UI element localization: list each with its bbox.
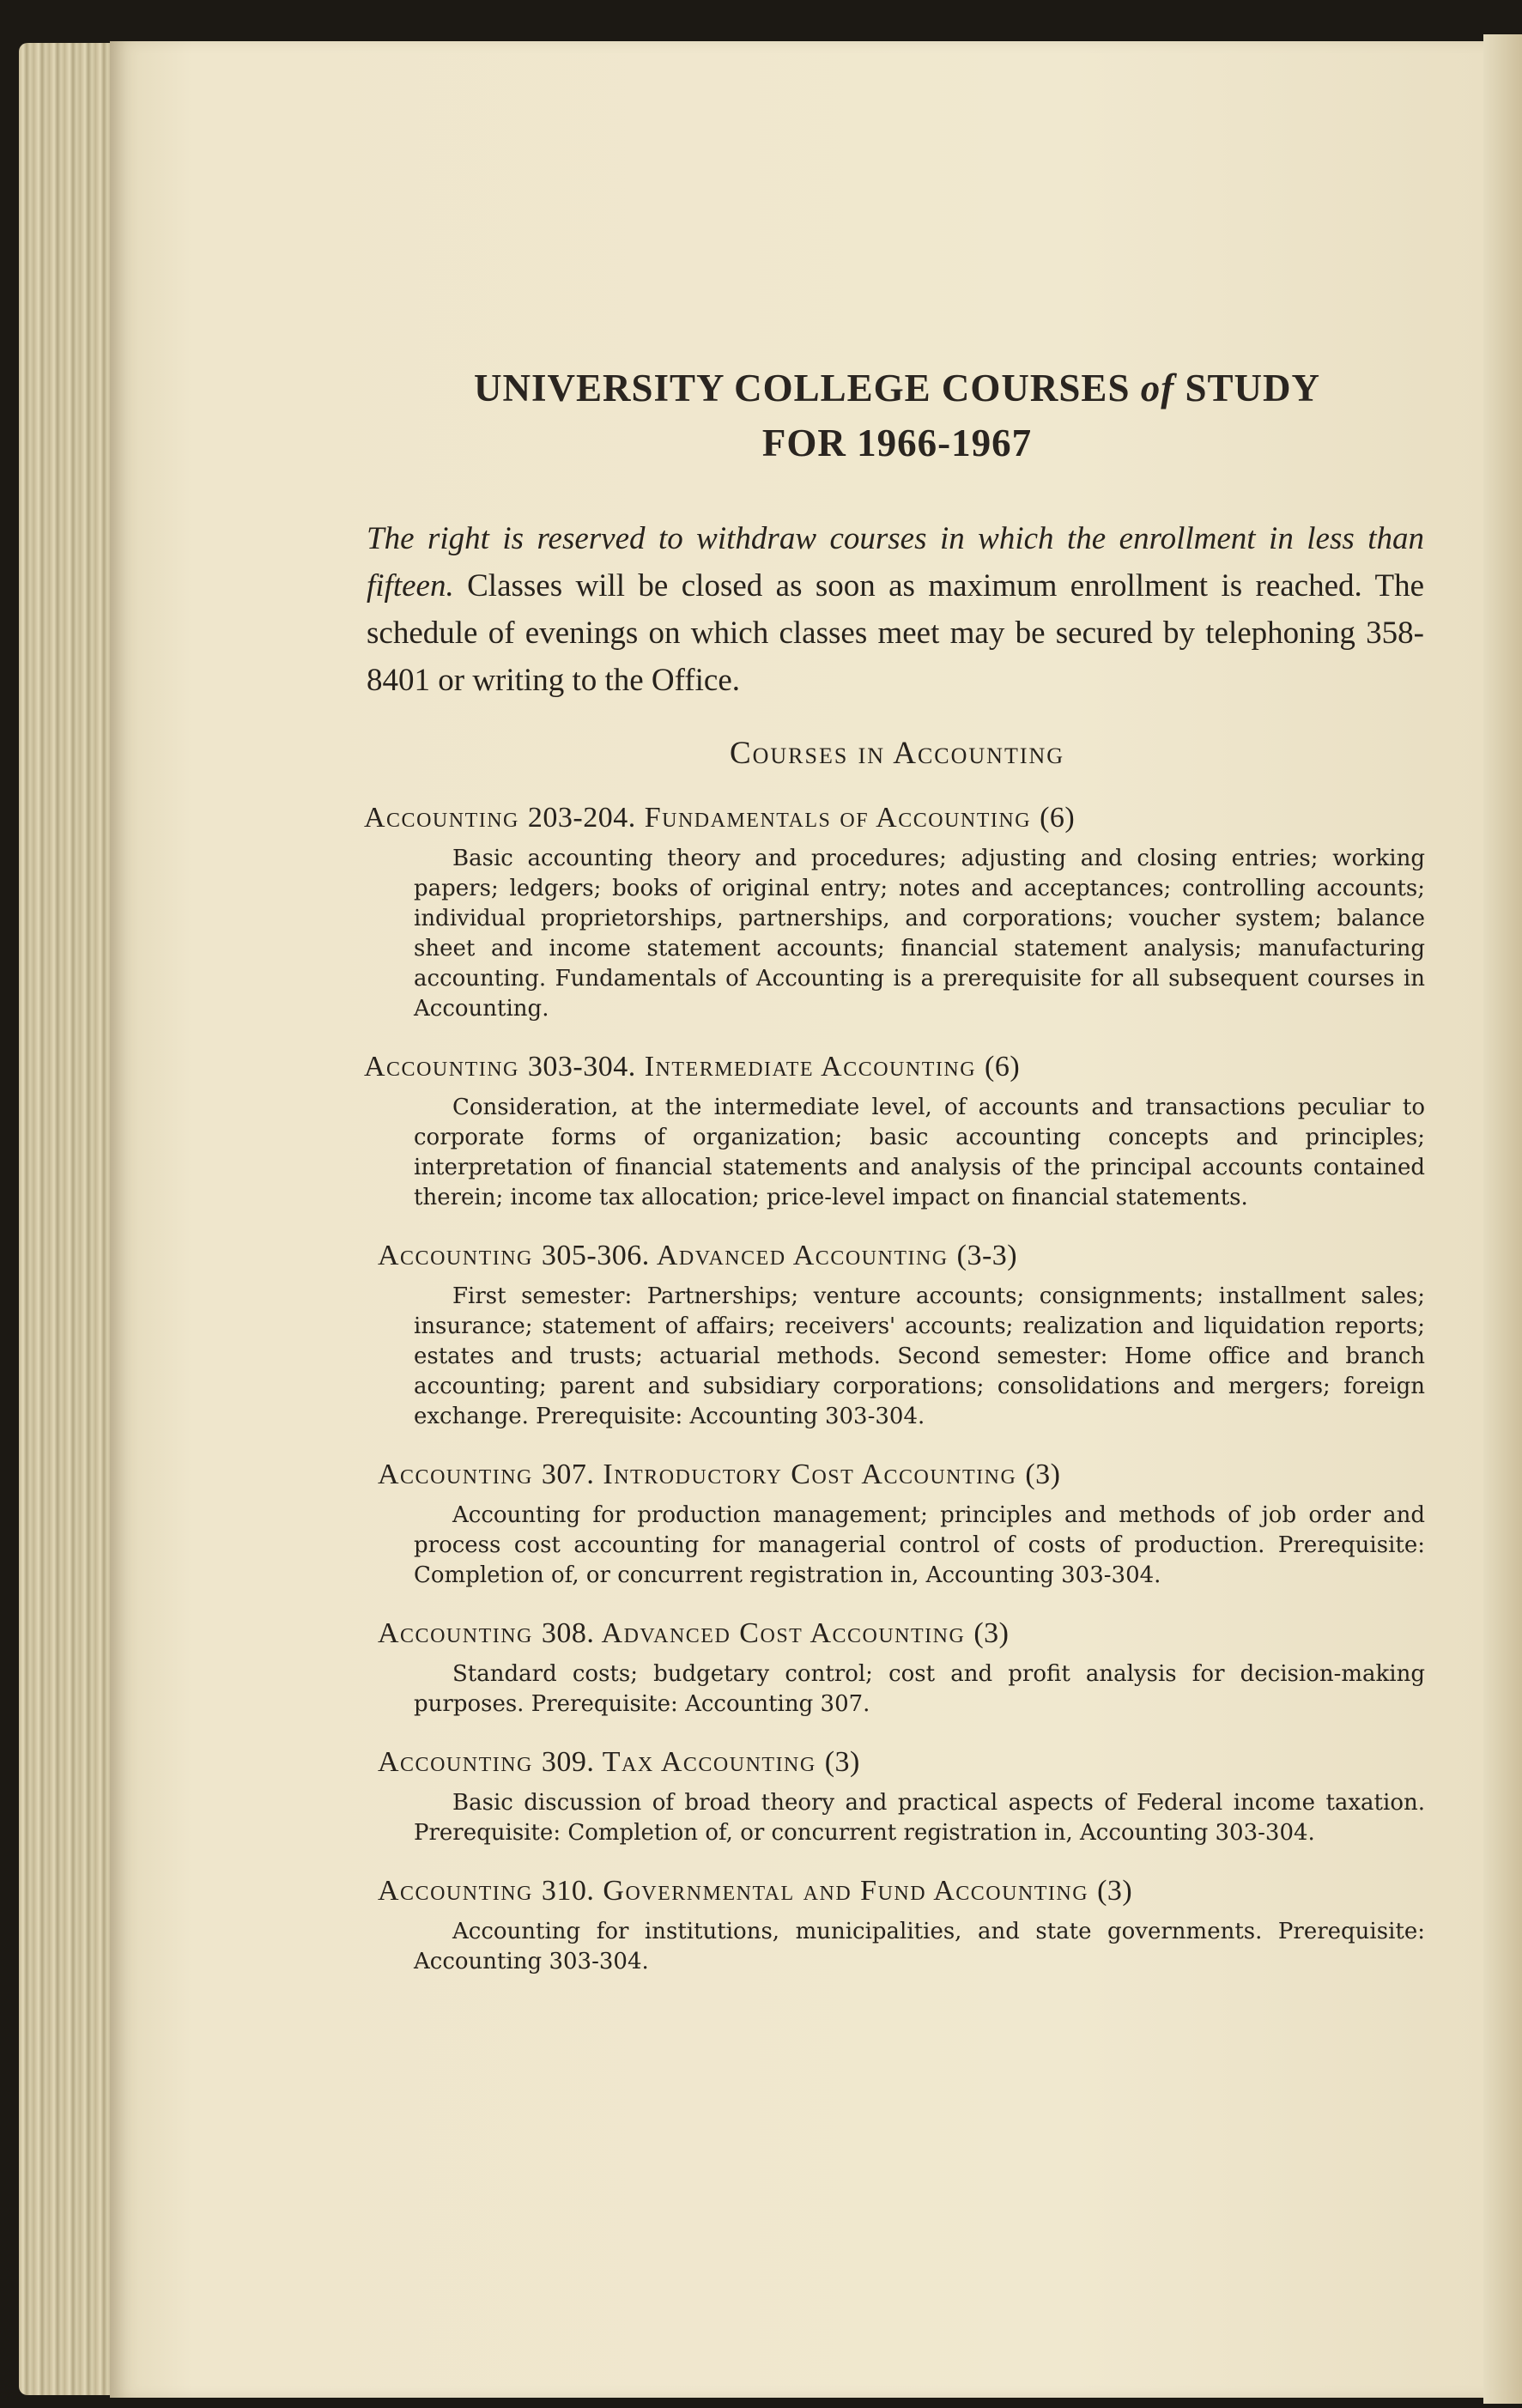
course-credits: (6) — [1040, 802, 1076, 834]
course-entry — [378, 1742, 1425, 1848]
course-dept: Accounting — [378, 1875, 533, 1907]
course-name: Advanced Accounting — [656, 1240, 949, 1271]
course-name: Advanced Cost Accounting — [601, 1617, 966, 1649]
facing-page-edge — [1483, 34, 1522, 2404]
page-content — [364, 361, 1425, 1999]
course-entry — [364, 1046, 1425, 1213]
course-dept: Accounting — [378, 1746, 533, 1778]
course-number: 310. — [541, 1875, 595, 1907]
course-credits: (6) — [985, 1051, 1021, 1083]
title-line1-of: of — [1140, 367, 1175, 409]
enrollment-notice — [367, 515, 1424, 704]
course-description-text: Basic accounting theory and procedures; adjusting and closing entries; working papers; ledgers; books of original entry; notes and acceptances; controlling accounts; individual proprietorships, partnerships, and corporations; voucher system; balance sheet and income statement accounts; financial statement analysis; manufacturing accounting. Fundamentals of Accounting is a prerequisite for all subsequent courses in Accounting. — [414, 846, 1425, 1022]
course-heading — [364, 1046, 1425, 1088]
course-dept: Accounting — [378, 1240, 533, 1271]
course-name: Tax Accounting — [602, 1746, 816, 1778]
course-description — [364, 1093, 1425, 1213]
course-description — [364, 844, 1425, 1024]
course-dept: Accounting — [378, 1459, 533, 1490]
course-number: 203-204. — [527, 802, 636, 834]
course-number: 309. — [541, 1746, 595, 1778]
course-heading — [378, 1613, 1425, 1654]
page-title — [369, 361, 1425, 470]
course-description — [378, 1501, 1425, 1591]
course-credits: (3) — [824, 1746, 860, 1778]
course-credits: (3-3) — [956, 1240, 1018, 1271]
course-heading — [378, 1235, 1425, 1277]
course-heading — [378, 1454, 1425, 1495]
course-dept: Accounting — [378, 1617, 533, 1649]
course-credits: (3) — [1097, 1875, 1133, 1907]
course-entry — [378, 1871, 1425, 1977]
course-description — [378, 1788, 1425, 1848]
course-name: Intermediate Accounting — [644, 1051, 977, 1083]
course-heading — [378, 1742, 1425, 1783]
course-name: Fundamentals of Accounting — [644, 802, 1032, 834]
course-description-text: Accounting for production management; principles and methods of job order and process cost accounting for managerial control of costs of production. Prerequisite: Completion of, or concurrent registration in, Accounting 303-304. — [414, 1502, 1425, 1588]
course-dept: Accounting — [364, 1051, 519, 1083]
notice-text: Classes will be closed as soon as maximum enrollment is reached. The schedule of evenings on which classes meet may be secured by telephoning 358-8401 or writing to the Office. — [367, 568, 1425, 698]
course-description-text: Basic discussion of broad theory and practical aspects of Federal income taxation. Prerequisite: Completion of, or concurrent registration in, Accounting 303-304. — [414, 1790, 1425, 1846]
course-description-text: Consideration, at the intermediate level, of accounts and transactions peculiar to corporate forms of organization; basic accounting concepts and principles; interpretation of financial statements and analysis of the principal accounts contained therein; income tax allocation; price-level impact on financial statements. — [414, 1095, 1425, 1210]
title-line1-b: STUDY — [1185, 367, 1321, 409]
course-heading — [378, 1871, 1425, 1912]
course-entry — [378, 1613, 1425, 1720]
title-line1-a: UNIVERSITY COLLEGE COURSES — [473, 367, 1131, 409]
title-line2: FOR 1966-1967 — [761, 422, 1033, 464]
course-description — [378, 1659, 1425, 1720]
course-description-text: Standard costs; budgetary control; cost and profit analysis for decision-making purposes. Prerequisite: Accounting 307. — [414, 1661, 1425, 1717]
course-entry — [378, 1235, 1425, 1432]
course-number: 303-304. — [527, 1051, 636, 1083]
course-description — [378, 1917, 1425, 1977]
course-credits: (3) — [1025, 1459, 1061, 1490]
course-number: 305-306. — [541, 1240, 650, 1271]
course-name: Governmental and Fund Accounting — [603, 1875, 1089, 1907]
course-entry — [378, 1454, 1425, 1591]
course-description-text: First semester: Partnerships; venture accounts; consignments; installment sales; insurance; statement of affairs; receivers' accounts; realization and liquidation reports; estates and trusts; actuarial methods. Second semester: Home office and branch accounting; parent and subsidiary corporations; consolidations and mergers; foreign exchange. Prerequisite: Accounting 303-304. — [414, 1283, 1425, 1429]
course-list — [364, 798, 1425, 1977]
course-number: 308. — [541, 1617, 595, 1649]
course-entry — [364, 798, 1425, 1024]
course-number: 307. — [541, 1459, 595, 1490]
course-dept: Accounting — [364, 802, 519, 834]
course-description — [378, 1282, 1425, 1432]
course-name: Introductory Cost Accounting — [603, 1459, 1017, 1490]
course-credits: (3) — [973, 1617, 1010, 1649]
notice-italic: The right is reserved to withdraw courses in which the enrollment in less than fifteen. — [367, 521, 1424, 604]
course-description-text: Accounting for institutions, municipalities, and state governments. Prerequisite: Accounting 303-304. — [414, 1919, 1425, 1974]
course-heading — [364, 798, 1425, 839]
section-heading: Courses in Accounting — [729, 736, 1065, 771]
